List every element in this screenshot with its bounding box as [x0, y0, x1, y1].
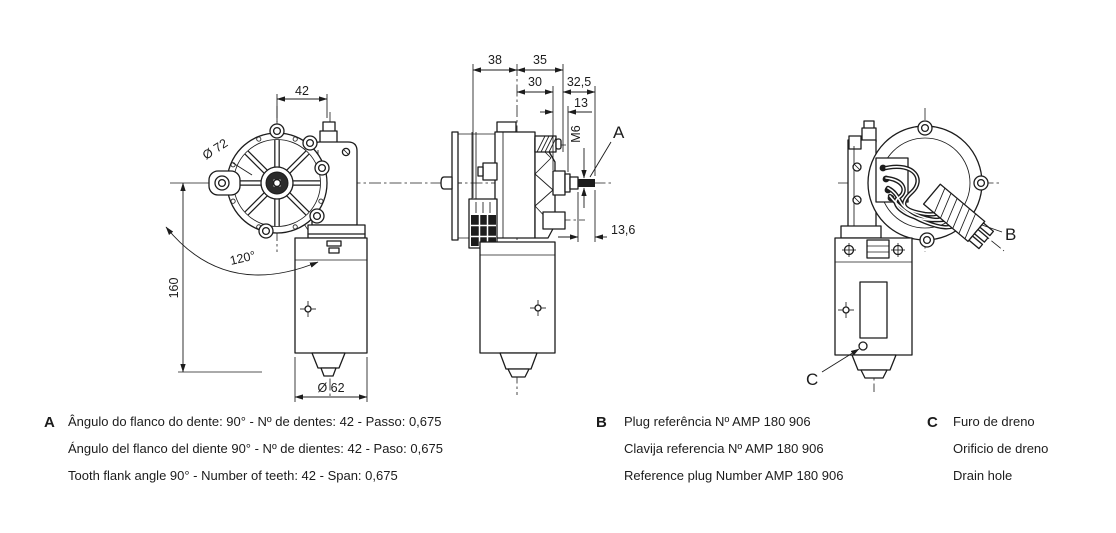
threaded-tip [578, 179, 595, 187]
legend-a-line-en: Tooth flank angle 90° - Number of teeth: 42 - Span: 0,675 [68, 468, 398, 483]
drain-hole [859, 342, 867, 350]
legend-b-lines [624, 408, 843, 489]
dim-m6 [569, 125, 584, 208]
dim-35 [517, 53, 563, 70]
dia-62-label: Ø 62 [317, 381, 345, 395]
front-view [166, 84, 462, 402]
dim-30 [517, 75, 553, 92]
legend-b-line-pt: Plug referência Nº AMP 180 906 [624, 414, 811, 429]
front-motor-body [295, 238, 367, 376]
end-cap [312, 353, 345, 368]
thread-m6-label: M6 [569, 125, 583, 143]
legend-key-c: C [927, 414, 938, 431]
legend-key-b: B [596, 414, 607, 431]
legend-c-lines [953, 408, 1048, 489]
dim-35-label: 35 [533, 53, 547, 67]
side-connector [469, 199, 497, 248]
legend-b-line-en: Reference plug Number AMP 180 906 [624, 468, 844, 483]
dim-38 [473, 53, 517, 70]
dim-32-5 [563, 75, 595, 92]
left-mounting-lug [209, 171, 240, 195]
legend-b-line-es: Clavija referencia Nº AMP 180 906 [624, 441, 824, 456]
gear-housing-wheel [209, 124, 329, 238]
legend-c-line-es: Orificio de dreno [953, 441, 1049, 456]
legend-a-line-pt: Ângulo do flanco do dente: 90° - Nº de dentes: 42 - Passo: 0,675 [68, 414, 442, 429]
rear-bearing-boss [441, 177, 452, 189]
rear-gear-housing [868, 121, 995, 250]
worm-shaft-stub [535, 136, 561, 152]
wheel-hub [261, 167, 293, 199]
rear-cover-plate [452, 132, 458, 240]
side-motor-body [480, 242, 555, 377]
legend-key-a: A [44, 414, 55, 431]
output-shaft [553, 171, 595, 195]
legend-c-line-en: Drain hole [953, 468, 1013, 483]
dia-72-label: Ø 72 [200, 136, 231, 163]
side-view [441, 53, 635, 395]
angle-120-label: 120° [228, 248, 257, 268]
callout-c-label: C [806, 370, 819, 389]
dim-30-label: 30 [528, 75, 542, 89]
terminal-screw [327, 241, 341, 246]
dim-13-6-label: 13,6 [611, 223, 636, 237]
callout-b-label: B [1005, 225, 1017, 244]
dim-32-5-label: 32,5 [566, 75, 592, 89]
dim-160-label: 160 [167, 277, 181, 299]
dim-42-label: 42 [295, 84, 309, 98]
legend-a-line-es: Ángulo del flanco del diente 90° - Nº de dientes: 42 - Paso: 0,675 [68, 441, 443, 456]
lower-boss [543, 212, 565, 229]
dim-38-label: 38 [488, 53, 502, 67]
body-window [860, 282, 887, 338]
legend-a-lines [68, 408, 443, 489]
rear-view [806, 108, 1016, 392]
legend-c-line-pt: Furo de dreno [953, 414, 1035, 429]
dim-13-label: 13 [574, 96, 588, 110]
dim-13-6 [558, 190, 635, 242]
callout-a-label: A [613, 123, 625, 142]
dim-42 [277, 84, 327, 122]
